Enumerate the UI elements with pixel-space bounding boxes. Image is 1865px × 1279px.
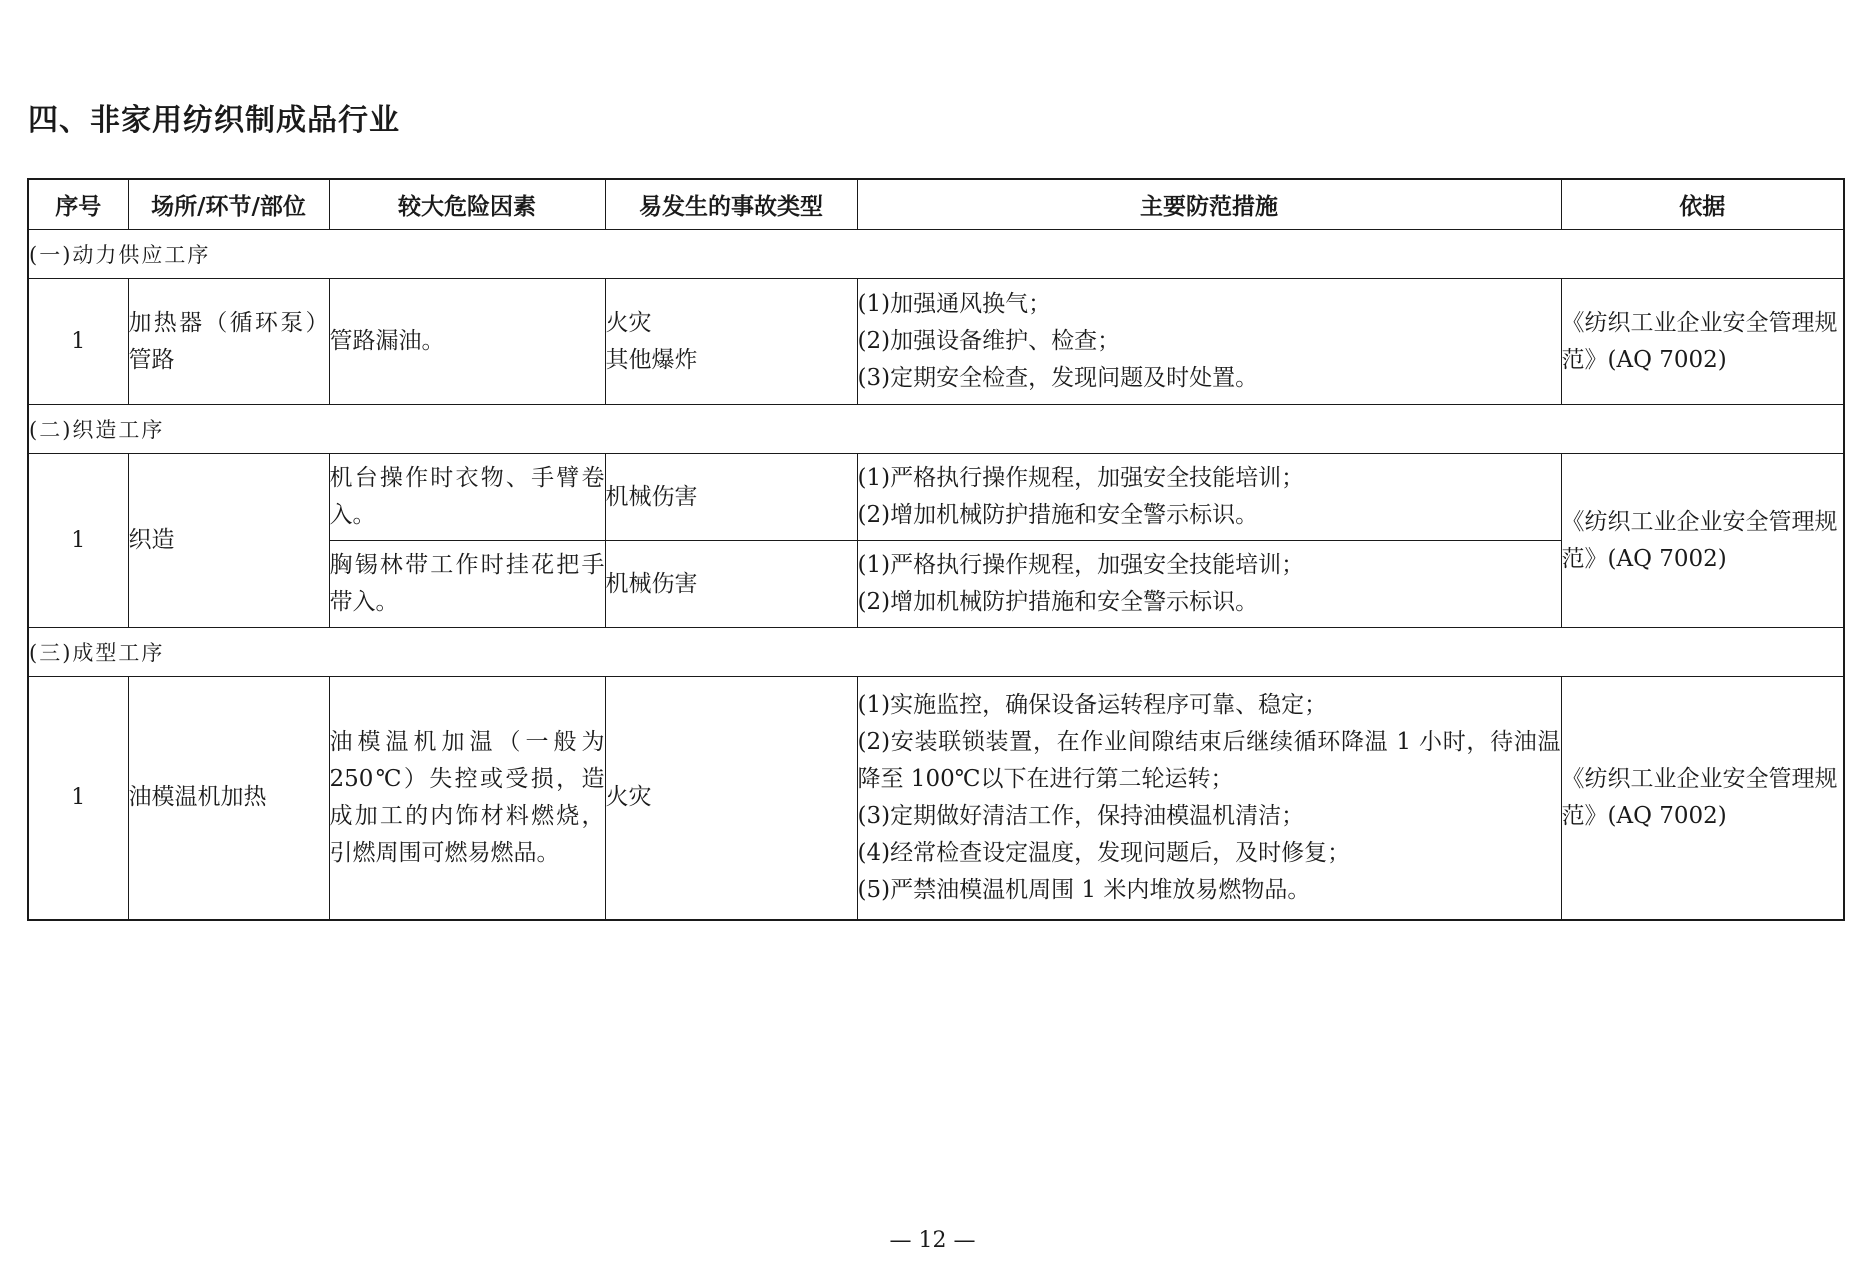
accident-cell: [605, 541, 857, 628]
page-number: — 12 —: [889, 1228, 976, 1253]
hazard-cell: 管路漏油。: [329, 279, 605, 405]
measure-line: (2)加强设备维护、检查；: [857, 328, 1121, 354]
table-row: [28, 677, 1844, 920]
table-row: [28, 279, 1844, 405]
measure-line: (1)加强通风换气；: [857, 291, 1052, 317]
measures-cell: [857, 541, 1561, 628]
measure-line: (2)安装联锁装置，在作业间隙结束后继续循环降温 1 小时，待油温降至 100℃以下在进行第二轮运转；: [857, 728, 1561, 792]
seq-cell: 1: [28, 454, 128, 628]
basis-cell: 《纺织工业企业安全管理规范》(AQ 7002): [1561, 454, 1844, 628]
hazard-cell: 机台操作时衣物、手臂卷入。: [329, 454, 605, 541]
section-row: [28, 405, 1844, 454]
header-row: [28, 179, 1844, 230]
section-row: [28, 628, 1844, 677]
measures-cell: [857, 677, 1561, 920]
header-location: 场所/环节/部位: [128, 179, 329, 230]
measure-line: (5)严禁油模温机周围 1 米内堆放易燃物品。: [857, 876, 1311, 903]
location-cell: 油模温机加热: [128, 677, 329, 920]
section-title: (二)织造工序: [28, 405, 1844, 454]
measure-line: (2)增加机械防护措施和安全警示标识。: [857, 502, 1259, 528]
accident-line: 火灾: [605, 784, 652, 811]
accident-cell: [605, 279, 857, 405]
measure-line: (2)增加机械防护措施和安全警示标识。: [857, 589, 1259, 615]
measure-line: (1)严格执行操作规程，加强安全技能培训；: [857, 465, 1305, 491]
header-measures: 主要防范措施: [857, 179, 1561, 230]
risk-table: [27, 178, 1845, 921]
section-row: [28, 230, 1844, 279]
measure-line: (3)定期安全检查，发现问题及时处置。: [857, 365, 1259, 391]
accident-line: 机械伤害: [605, 570, 698, 597]
table-row: [28, 454, 1844, 541]
accident-cell: [605, 454, 857, 541]
section-title: (三)成型工序: [28, 628, 1844, 677]
measure-line: (4)经常检查设定温度，发现问题后，及时修复；: [857, 839, 1351, 866]
header-seq: 序号: [28, 179, 128, 230]
section-title: (一)动力供应工序: [28, 230, 1844, 279]
header-basis: 依据: [1561, 179, 1844, 230]
location-cell: 加热器（循环泵）管路: [128, 279, 329, 405]
accident-line: 其他爆炸: [605, 346, 698, 373]
measures-cell: [857, 454, 1561, 541]
accident-line: 火灾: [605, 309, 652, 336]
measure-line: (1)严格执行操作规程，加强安全技能培训；: [857, 552, 1305, 578]
hazard-cell: 胸锡林带工作时挂花把手带入。: [329, 541, 605, 628]
hazard-cell: 油模温机加温（一般为250℃）失控或受损，造成加工的内饰材料燃烧，引燃周围可燃易燃品。: [329, 677, 605, 920]
page-heading: 四、非家用纺织制成品行业: [28, 103, 400, 138]
accident-cell: [605, 677, 857, 920]
location-cell: 织造: [128, 454, 329, 628]
measure-line: (1)实施监控，确保设备运转程序可靠、稳定；: [857, 691, 1328, 718]
basis-cell: 《纺织工业企业安全管理规范》(AQ 7002): [1561, 677, 1844, 920]
measure-line: (3)定期做好清洁工作，保持油模温机清洁；: [857, 802, 1305, 829]
seq-cell: 1: [28, 677, 128, 920]
basis-cell: 《纺织工业企业安全管理规范》(AQ 7002): [1561, 279, 1844, 405]
header-hazard: 较大危险因素: [329, 179, 605, 230]
accident-line: 机械伤害: [605, 483, 698, 510]
measures-cell: [857, 279, 1561, 405]
header-accident: 易发生的事故类型: [605, 179, 857, 230]
seq-cell: 1: [28, 279, 128, 405]
